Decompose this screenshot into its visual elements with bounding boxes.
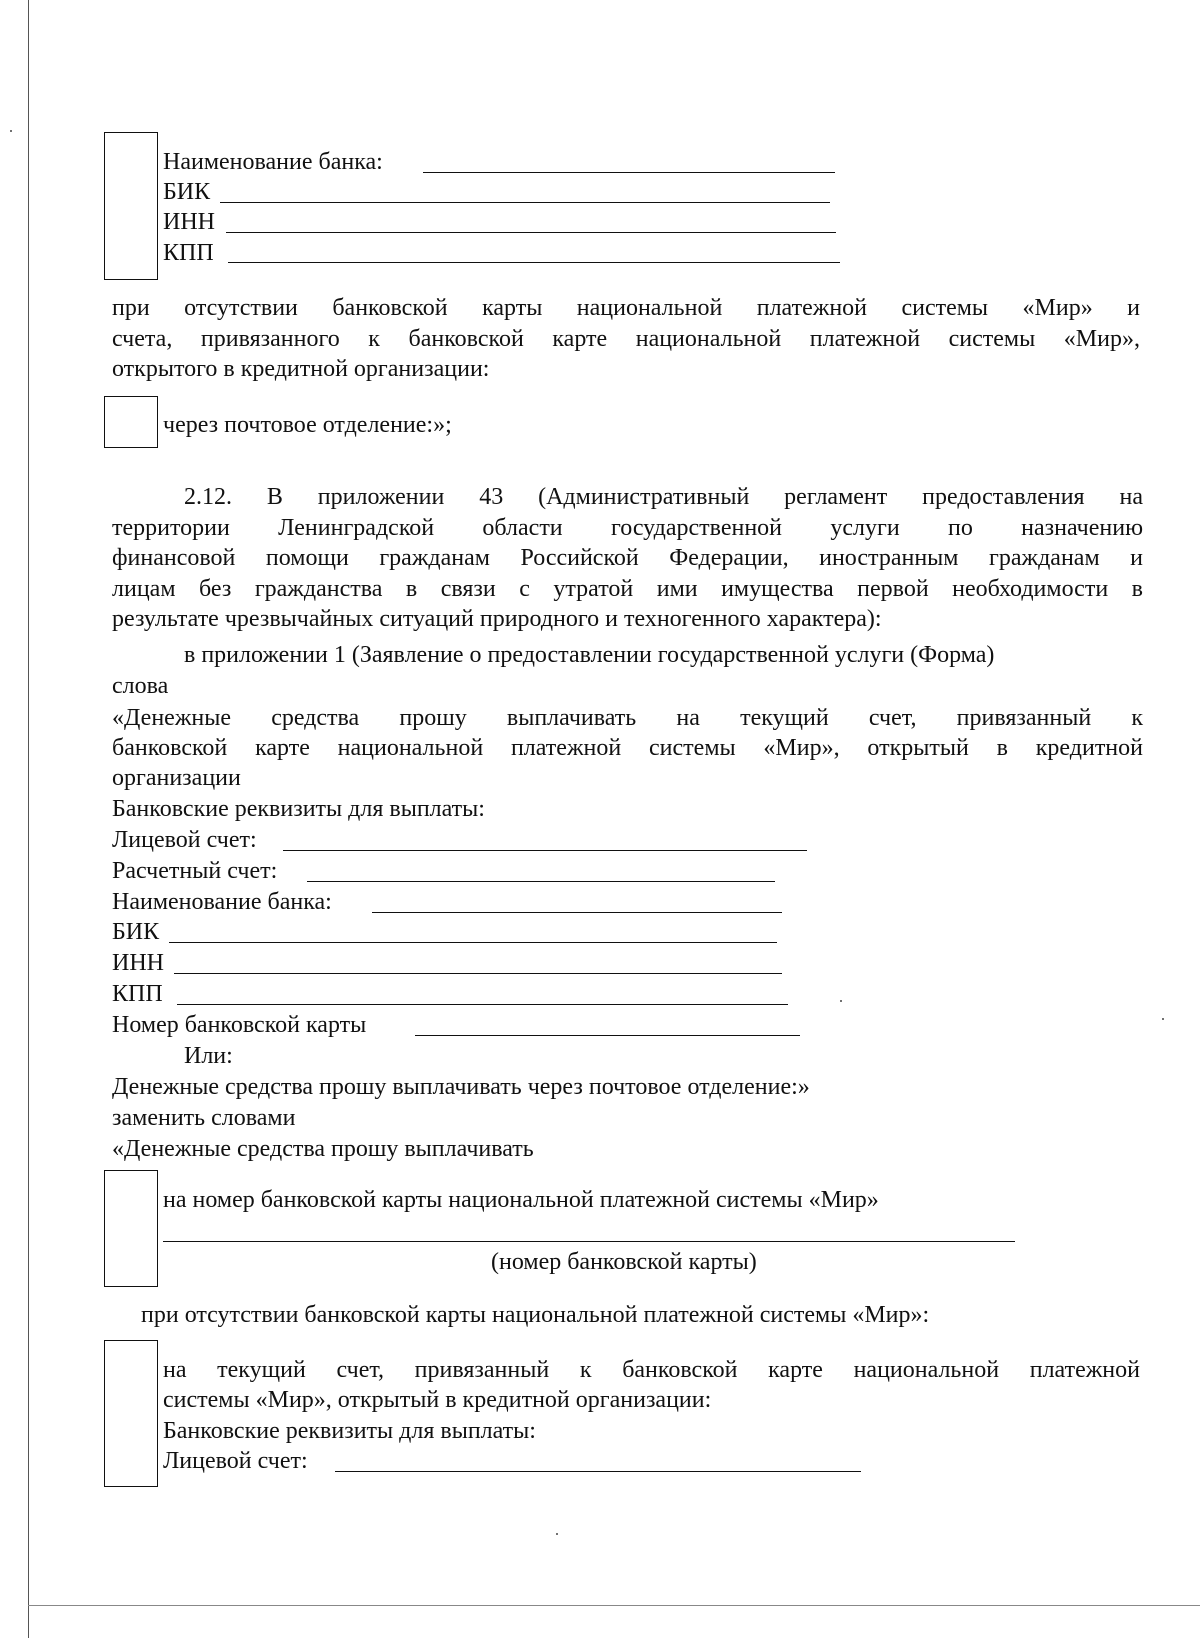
- card-option-caption: (номер банковской карты): [491, 1249, 757, 1275]
- bik-line: [220, 202, 830, 203]
- inn-label: ИНН: [163, 209, 215, 235]
- no-card-paragraph-line: открытого в кредитной организации:: [112, 356, 490, 382]
- appendix-line: слова: [112, 673, 169, 699]
- bank-details-checkbox[interactable]: [104, 132, 158, 280]
- card-number-line: [415, 1035, 800, 1036]
- bik-label-2: БИК: [112, 919, 160, 945]
- scan-speck: [1162, 1018, 1164, 1020]
- bik-line-2: [169, 942, 777, 943]
- account-personal-label: Лицевой счет:: [163, 1448, 308, 1474]
- item-2-12-line: территории Ленинградской области государственной услуги по назначению: [112, 515, 1143, 541]
- card-number-label: Номер банковской карты: [112, 1012, 367, 1038]
- item-2-12-line: результате чрезвычайных ситуаций природного и техногенного характера):: [112, 606, 882, 632]
- account-personal-line: [335, 1471, 861, 1472]
- post-line: Денежные средства прошу выплачивать через почтовое отделение:»: [112, 1074, 810, 1100]
- bank-name-line-2: [372, 912, 782, 913]
- requisites-title: Банковские реквизиты для выплаты:: [112, 796, 485, 822]
- scan-speck: [556, 1533, 558, 1535]
- bik-label: БИК: [163, 179, 211, 205]
- card-option-line: [163, 1241, 1015, 1242]
- appendix-line: в приложении 1 (Заявление о предоставлении государственной услуги (Форма): [184, 642, 995, 668]
- kpp-line: [228, 262, 840, 263]
- kpp-label: КПП: [163, 240, 214, 266]
- account-option-line: на текущий счет, привязанный к банковской карте национальной платежной: [163, 1357, 1140, 1383]
- personal-account-label: Лицевой счет:: [112, 827, 257, 853]
- post-office-checkbox[interactable]: [104, 396, 158, 448]
- settlement-account-line: [307, 881, 775, 882]
- post-office-option: через почтовое отделение:»;: [163, 412, 452, 438]
- old-text-line: организации: [112, 765, 241, 791]
- new-text-intro: «Денежные средства прошу выплачивать: [112, 1136, 534, 1162]
- inn-line: [226, 232, 836, 233]
- no-card-paragraph-line: при отсутствии банковской карты национальной платежной системы «Мир» и: [112, 295, 1140, 321]
- bank-name-label-2: Наименование банка:: [112, 889, 332, 915]
- current-account-checkbox[interactable]: [104, 1340, 158, 1487]
- item-2-12-line: финансовой помощи гражданам Российской Федерации, иностранным гражданам и: [112, 545, 1143, 571]
- no-card-paragraph-line: счета, привязанного к банковской карте национальной платежной системы «Мир»,: [112, 326, 1140, 352]
- kpp-label-2: КПП: [112, 981, 163, 1007]
- personal-account-line: [283, 850, 807, 851]
- bank-name-line: [423, 172, 835, 173]
- card-option-label: на номер банковской карты национальной платежной системы «Мир»: [163, 1187, 879, 1213]
- scan-bottom-edge: [28, 1605, 1200, 1606]
- card-number-checkbox[interactable]: [104, 1170, 158, 1287]
- scan-left-edge: [28, 0, 29, 1638]
- settlement-account-label: Расчетный счет:: [112, 858, 278, 884]
- inn-line-2: [174, 973, 782, 974]
- old-text-line: «Денежные средства прошу выплачивать на текущий счет, привязанный к: [112, 705, 1143, 731]
- scan-speck: [840, 1000, 842, 1002]
- kpp-line-2: [177, 1004, 788, 1005]
- inn-label-2: ИНН: [112, 950, 164, 976]
- item-2-12-line: лицам без гражданства в связи с утратой ими имущества первой необходимости в: [112, 576, 1143, 602]
- item-2-12-line: 2.12. В приложении 43 (Административный регламент предоставления на: [184, 484, 1143, 510]
- replace-words: заменить словами: [112, 1105, 296, 1131]
- account-option-line: системы «Мир», открытый в кредитной организации:: [163, 1387, 712, 1413]
- no-card-line: при отсутствии банковской карты национальной платежной системы «Мир»:: [141, 1302, 930, 1328]
- account-requisites-title: Банковские реквизиты для выплаты:: [163, 1418, 536, 1444]
- scan-speck: [10, 130, 12, 132]
- or-word: Или:: [184, 1043, 233, 1069]
- bank-name-label: Наименование банка:: [163, 149, 383, 175]
- old-text-line: банковской карте национальной платежной системы «Мир», открытый в кредитной: [112, 735, 1143, 761]
